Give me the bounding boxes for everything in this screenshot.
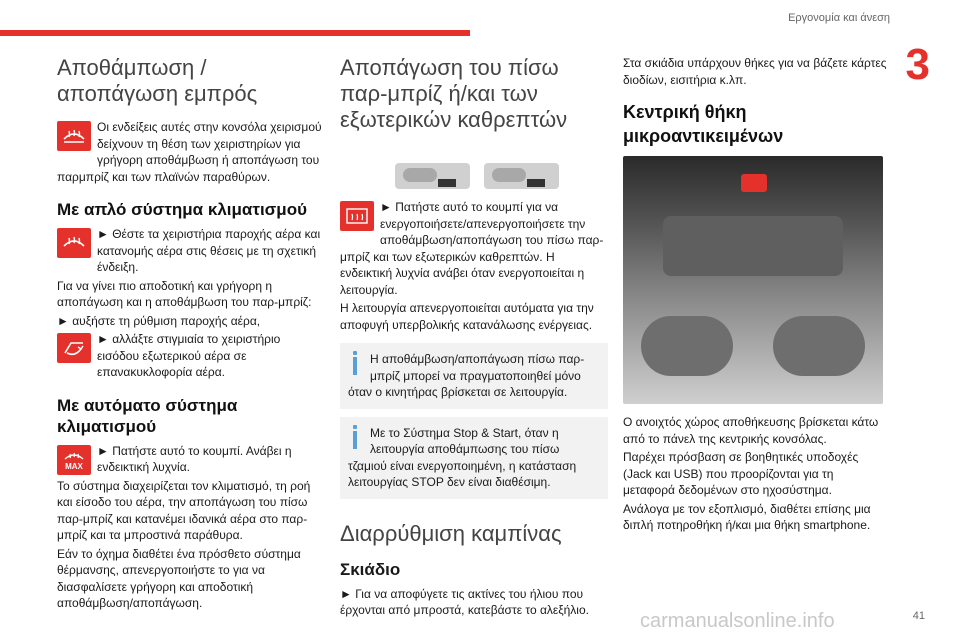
heading-auto-ac: Με αυτόματο σύστημα κλιματισμού [57, 395, 238, 436]
mirror-left-icon [395, 163, 470, 189]
section-title: Εργονομία και άνεση [788, 12, 890, 24]
info-box-stop-start [340, 417, 608, 499]
heading-central-storage: Κεντρική θήκη μικροαντικειμένων [623, 102, 784, 146]
column-rear-defrost [340, 55, 608, 621]
auto-step-3: Εάν το όχημα διαθέτει ένα πρόσθετο σύστημα θέρμανσης, απενεργοποιήστε το για να διασφαλίσετε γρήγορη και αποδοτική αποθάμβωση/αποπάγωση. [57, 546, 301, 610]
cup-holder-text: Ανάλογα με τον εξοπλισμό, διαθέτει επίσης μια διπλή ποτηροθήκη ή/και μια θήκη smartphone. [623, 501, 871, 532]
info-icon [348, 351, 362, 377]
mirror-right-icon [484, 163, 559, 189]
auto-step-2: Το σύστημα διαχειρίζεται τον κλιματισμό, τη ροή και είσοδο του αέρα, την αποπάγωση του πίσω παρ-μπρίζ και κατανέμει ιδανικά αέρα στο παρ-μπρίζ και τα μπροστινά παράθυρα. [57, 478, 311, 542]
manual-step-4: ► αλλάξτε στιγμιαία το χειριστήριο εισόδου εξωτερικού αέρα σε επανακυκλοφορία αέρα. [97, 332, 281, 379]
console-storage-photo [623, 156, 883, 404]
manual-step-3: ► αυξήστε τη ρύθμιση παροχής αέρα, [57, 313, 261, 328]
heading-manual-ac: Με απλό σύστημα κλιματισμού [57, 200, 307, 219]
heading-cabin-layout: Διαρρύθμιση καμπίνας [340, 520, 562, 546]
windshield-defrost-icon [57, 121, 91, 151]
max-defrost-icon [57, 445, 91, 475]
rear-defrost-text: ► Πατήστε αυτό το κουμπί για να ενεργοποιήσετε/απενεργοποιήσετε την αποθάμβωση/αποπάγωση του πίσω παρ-μπρίζ και των εξωτερικών καθρεπτών. Η ενδεικτική λυχνία ανάβει όταν ενεργοποιείται η λειτουργία. [340, 200, 604, 297]
info-engine-text: Η αποθάμβωση/αποπάγωση πίσω παρ-μπρίζ μπορεί να πραγματοποιηθεί μόνο όταν ο κινητήρας βρίσκεται σε λειτουργία. [348, 352, 585, 399]
column-storage [623, 55, 888, 536]
page-number: 41 [912, 610, 925, 622]
aux-ports-text: Παρέχει πρόσβαση σε βοηθητικές υποδοχές (Jack και USB) που προορίζονται για τη μεταφορά δεδομένων στο ηχοσύστημα. [623, 450, 859, 497]
storage-location-text: Ο ανοιχτός χώρος αποθήκευσης βρίσκεται κάτω από το πάνελ της κεντρικής κονσόλας. [623, 415, 879, 446]
chapter-number: 3 [905, 40, 930, 89]
top-accent-bar [0, 30, 470, 36]
heading-front-defrost: Αποθάμπωση / αποπάγωση εμπρός [57, 55, 258, 106]
max-label: MAX [65, 461, 83, 471]
watermark: carmanualsonline.info [640, 610, 835, 632]
manual-step-1: ► Θέστε τα χειριστήρια παροχής αέρα και κατανομής αέρα στις θέσεις με τη σχετική ένδειξη. [97, 227, 321, 274]
windshield-defrost-icon [57, 228, 91, 258]
visor-pocket-text: Στα σκιάδια υπάρχουν θήκες για να βάζετε κάρτες διοδίων, εισιτήρια κ.λπ. [623, 56, 887, 87]
cup-holder-right [773, 316, 865, 376]
heading-rear-defrost: Αποπάγωση του πίσω παρ-μπρίζ ή/και των εξωτερικών καθρεπτών [340, 55, 568, 132]
column-front-defrost [57, 55, 325, 614]
info-stop-start-text: Με το Σύστημα Stop & Start, όταν η λειτουργία αποθάμπωσης του πίσω τζαμιού είναι ενεργοποιημένη, η κατάσταση λειτουργίας STOP δεν είναι διαθέσιμη. [348, 425, 577, 489]
hazard-button-icon [741, 174, 767, 192]
manual-step-2: Για να γίνει πιο αποδοτική και γρήγορη η αποπάγωση και η αποθάμβωση του παρ-μπρίζ: [57, 278, 312, 309]
mirror-illustration [395, 163, 608, 189]
auto-off-text: Η λειτουργία απενεργοποιείται αυτόματα για την αποφυγή υπερβολικής κατανάλωσης ενέργειας. [340, 301, 594, 332]
heading-sun-visor: Σκιάδιο [340, 559, 401, 579]
air-recirculation-icon [57, 333, 91, 363]
intro-text: Οι ενδείξεις αυτές στην κονσόλα χειρισμού δείχνουν τη θέση των χειριστηρίων για γρήγορη αποθάμβωση ή αποπάγωση του παρμπρίζ και των πλαϊνών παραθύρων. [57, 120, 322, 184]
rear-defrost-icon [340, 201, 374, 231]
info-icon [348, 425, 362, 451]
cup-holder-left [641, 316, 733, 376]
sun-visor-text: ► Για να αποφύγετε τις ακτίνες του ήλιου που έρχονται από μπροστά, κατεβάστε το αλεξήλιο. [340, 586, 589, 617]
storage-compartment [663, 216, 843, 276]
auto-step-1: ► Πατήστε αυτό το κουμπί. Ανάβει η ενδεικτική λυχνία. [97, 443, 292, 474]
info-box-engine [340, 343, 608, 409]
